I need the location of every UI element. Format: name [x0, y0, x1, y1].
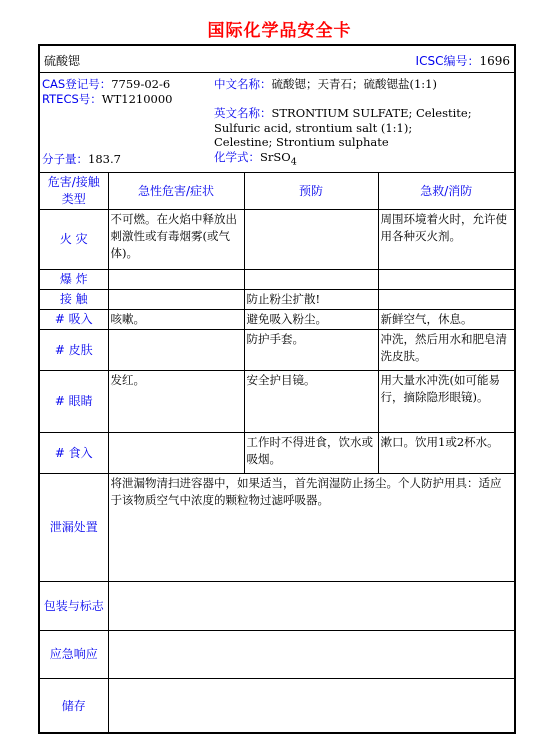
cas-number: [42, 77, 170, 91]
row-label-fire: 火 灾: [40, 210, 108, 270]
identifiers-block: [40, 73, 514, 173]
ingestion-prevention: 工作时不得进食，饮水或吸烟。: [244, 433, 378, 474]
fire-hazard: 不可燃。在火焰中释放出刺激性或有毒烟雾(或气体)。: [108, 210, 244, 270]
hazard-table: [40, 173, 514, 734]
english-name: [214, 106, 472, 120]
chinese-name: [214, 77, 437, 91]
ingestion-aid: 漱口。饮用1或2杯水。: [378, 433, 514, 474]
col-header-type: 危害/接触类型: [40, 173, 108, 210]
contact-aid: [378, 290, 514, 310]
section-label-storage: 储存: [40, 679, 108, 734]
contact-prevention: 防止粉尘扩散!: [244, 290, 378, 310]
ingestion-hazard: [108, 433, 244, 474]
table-row: [40, 270, 514, 290]
section-label-emergency: 应急响应: [40, 631, 108, 679]
fire-aid: 周围环境着火时，允许使用各种灭火剂。: [378, 210, 514, 270]
explosion-prevention: [244, 270, 378, 290]
spill-disposal-text: 将泄漏物清扫进容器中，如果适当，首先润湿防止扬尘。个人防护用具：适应于该物质空气中浓度的颗粒物过滤呼吸器。: [108, 474, 514, 582]
formula-label: 化学式：: [214, 150, 260, 164]
row-label-explosion: 爆 炸: [40, 270, 108, 290]
icsc-value: 1696: [479, 54, 510, 68]
chemical-name: 硫酸锶: [44, 54, 81, 68]
skin-hazard: [108, 330, 244, 371]
table-row: [40, 433, 514, 474]
en-line-2: Sulfuric acid, strontium salt (1:1);: [214, 121, 413, 135]
table-row: [40, 310, 514, 330]
section-label-packaging: 包装与标志: [40, 582, 108, 631]
rtecs-value: WT1210000: [101, 92, 173, 106]
explosion-aid: [378, 270, 514, 290]
safety-card: [38, 44, 516, 734]
fire-prevention: [244, 210, 378, 270]
row-label-skin: # 皮肤: [40, 330, 108, 371]
table-row: [40, 582, 514, 631]
row-label-contact: 接 触: [40, 290, 108, 310]
cas-label: CAS登记号：: [42, 77, 112, 91]
rtecs-number: [42, 92, 173, 106]
row-label-eyes: # 眼睛: [40, 371, 108, 433]
molecular-weight: [42, 152, 121, 166]
contact-hazard: [108, 290, 244, 310]
table-row: [40, 631, 514, 679]
page-title: 国际化学品安全卡: [207, 21, 352, 41]
formula: [214, 150, 297, 169]
rtecs-label: RTECS号：: [42, 92, 102, 106]
storage-text: [108, 679, 514, 734]
table-row: [40, 371, 514, 433]
col-header-aid: 急救/消防: [378, 173, 514, 210]
table-header-row: [40, 173, 514, 210]
formula-sub: 4: [290, 156, 297, 168]
en-line-3: Celestine; Strontium sulphate: [214, 135, 389, 149]
section-label-spill: 泄漏处置: [40, 474, 108, 582]
eyes-hazard: 发红。: [108, 371, 244, 433]
formula-main: SrSO: [260, 150, 291, 164]
packaging-text: [108, 582, 514, 631]
inhalation-aid: 新鲜空气，休息。: [378, 310, 514, 330]
table-row: [40, 330, 514, 371]
inhalation-hazard: 咳嗽。: [108, 310, 244, 330]
table-row: [40, 679, 514, 734]
eyes-aid: 用大量水冲洗(如可能易行，摘除隐形眼镜)。: [378, 371, 514, 433]
en-line-1: STRONTIUM SULFATE; Celestite;: [271, 106, 472, 120]
table-row: [40, 210, 514, 270]
col-header-hazard: 急性危害/症状: [108, 173, 244, 210]
mw-label: 分子量：: [42, 152, 88, 166]
card-header: [40, 46, 514, 73]
table-row: [40, 290, 514, 310]
skin-prevention: 防护手套。: [244, 330, 378, 371]
skin-aid: 冲洗，然后用水和肥皂清洗皮肤。: [378, 330, 514, 371]
col-header-prevention: 预防: [244, 173, 378, 210]
cn-label: 中文名称：: [214, 77, 272, 91]
cn-value: 硫酸锶；天青石；硫酸锶盐(1:1): [271, 77, 437, 91]
explosion-hazard: [108, 270, 244, 290]
eyes-prevention: 安全护目镜。: [244, 371, 378, 433]
en-label: 英文名称：: [214, 106, 272, 120]
row-label-inhalation: # 吸入: [40, 310, 108, 330]
mw-value: 183.7: [88, 152, 121, 166]
inhalation-prevention: 避免吸入粉尘。: [244, 310, 378, 330]
table-row: [40, 474, 514, 582]
cas-value: 7759-02-6: [111, 77, 171, 91]
icsc-number: [416, 52, 510, 69]
row-label-ingestion: # 食入: [40, 433, 108, 474]
icsc-label: ICSC编号：: [415, 54, 480, 68]
emergency-text: [108, 631, 514, 679]
